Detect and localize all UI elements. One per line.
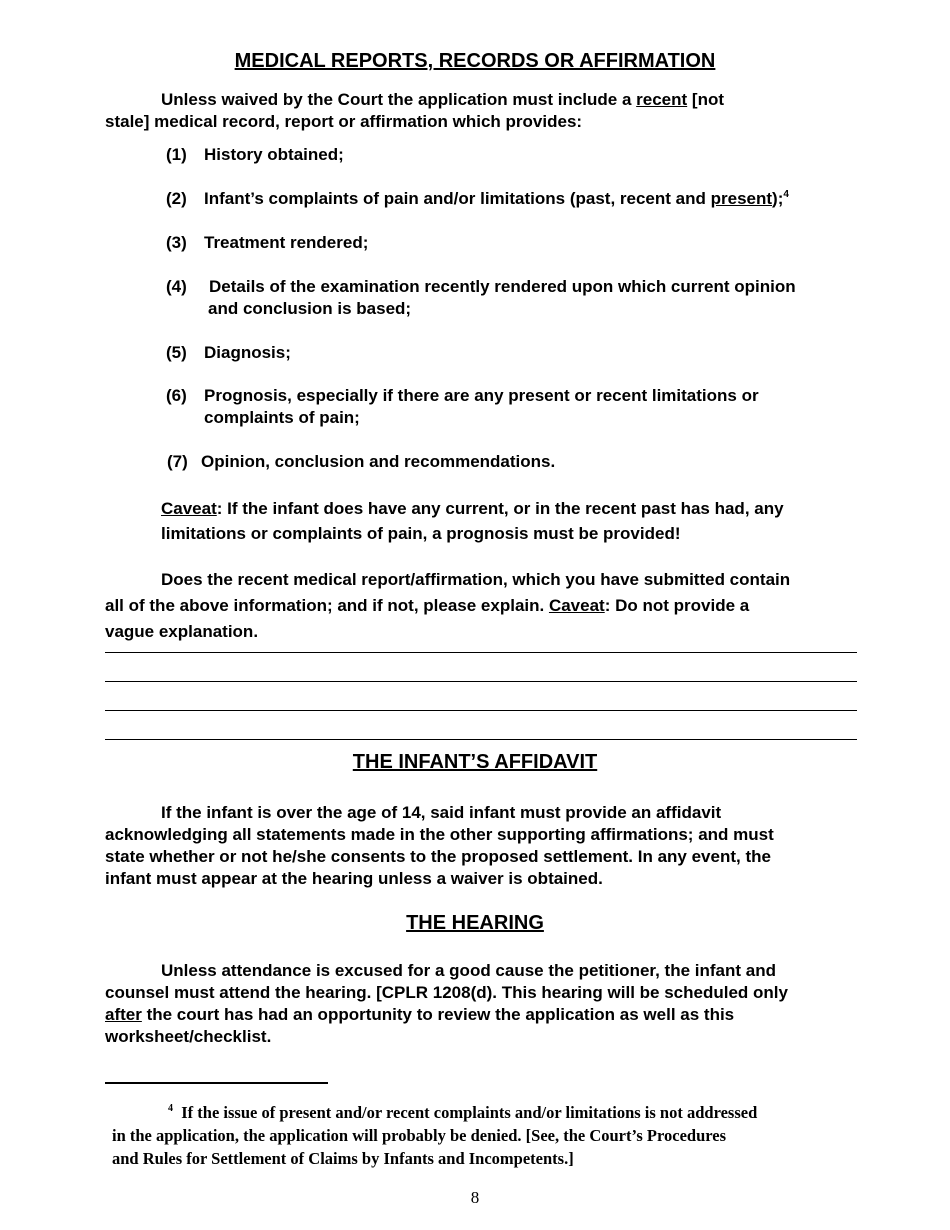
list-item-7: (7) Opinion, conclusion and recommendations. — [167, 452, 556, 471]
list-item-5: (5) Diagnosis; — [166, 343, 291, 362]
question-line-1: Does the recent medical report/affirmation, which you have submitted contain — [161, 570, 791, 589]
list-item-1: (1) History obtained; — [166, 145, 344, 164]
hearing-line-3: after the court has had an opportunity to review the application as well as this — [105, 1005, 735, 1024]
intro-line-1: Unless waived by the Court the application must include a recent [not — [161, 90, 725, 109]
section-title-infants-affidavit: THE INFANT’S AFFIDAVIT — [352, 751, 598, 773]
hearing-line-2: counsel must attend the hearing. [CPLR 1208(d). This hearing will be scheduled only — [105, 983, 788, 1002]
answer-line-3[interactable] — [105, 710, 857, 711]
list-item-6: (6) Prognosis, especially if there are any present or recent limitations or — [166, 386, 759, 405]
answer-line-2[interactable] — [105, 681, 857, 682]
page-number: 8 — [470, 1188, 480, 1207]
question-line-2: all of the above information; and if not, please explain. Caveat: Do not provide a — [105, 596, 750, 615]
list-item-6-continued: complaints of pain; — [204, 408, 360, 427]
affidavit-line-4: infant must appear at the hearing unless a waiver is obtained. — [105, 869, 603, 888]
footnote-reference: 4 — [783, 189, 789, 200]
question-line-3: vague explanation. — [105, 622, 259, 641]
hearing-line-1: Unless attendance is excused for a good cause the petitioner, the infant and — [161, 961, 776, 980]
affidavit-line-1: If the infant is over the age of 14, said infant must provide an affidavit — [161, 803, 722, 822]
affidavit-line-2: acknowledging all statements made in the other supporting affirmations; and must — [105, 825, 774, 844]
list-item-4: (4) Details of the examination recently rendered upon which current opinion — [166, 277, 796, 296]
footnote-mark: 4 — [168, 1103, 173, 1114]
affidavit-line-3: state whether or not he/she consents to the proposed settlement. In any event, the — [105, 847, 771, 866]
caveat-line-1: Caveat: If the infant does have any current, or in the recent past has had, any — [161, 499, 784, 518]
hearing-line-4: worksheet/checklist. — [105, 1027, 272, 1046]
list-item-2: (2) Infant’s complaints of pain and/or limitations (past, recent and present);$^4$ — [166, 189, 789, 208]
footnote-line-2: in the application, the application will probably be denied. [See, the Court’s Procedures — [112, 1126, 727, 1145]
list-item-3: (3) Treatment rendered; — [166, 233, 369, 252]
footnote-line-3: and Rules for Settlement of Claims by Infants and Incompetents.] — [112, 1149, 574, 1168]
footnote-line-1: $^4$ If the issue of present and/or recent complaints and/or limitations is not addressed — [168, 1103, 758, 1122]
footnote-separator — [105, 1082, 328, 1084]
intro-line-2: stale] medical record, report or affirmation which provides: — [105, 112, 583, 131]
section-title-hearing: THE HEARING — [406, 912, 544, 934]
section-title-medical-reports: MEDICAL REPORTS, RECORDS OR AFFIRMATION — [234, 50, 716, 72]
answer-line-1[interactable] — [105, 652, 857, 653]
list-item-4-continued: and conclusion is based; — [208, 299, 412, 318]
answer-line-4[interactable] — [105, 739, 857, 740]
caveat-line-2: limitations or complaints of pain, a prognosis must be provided! — [161, 524, 681, 543]
